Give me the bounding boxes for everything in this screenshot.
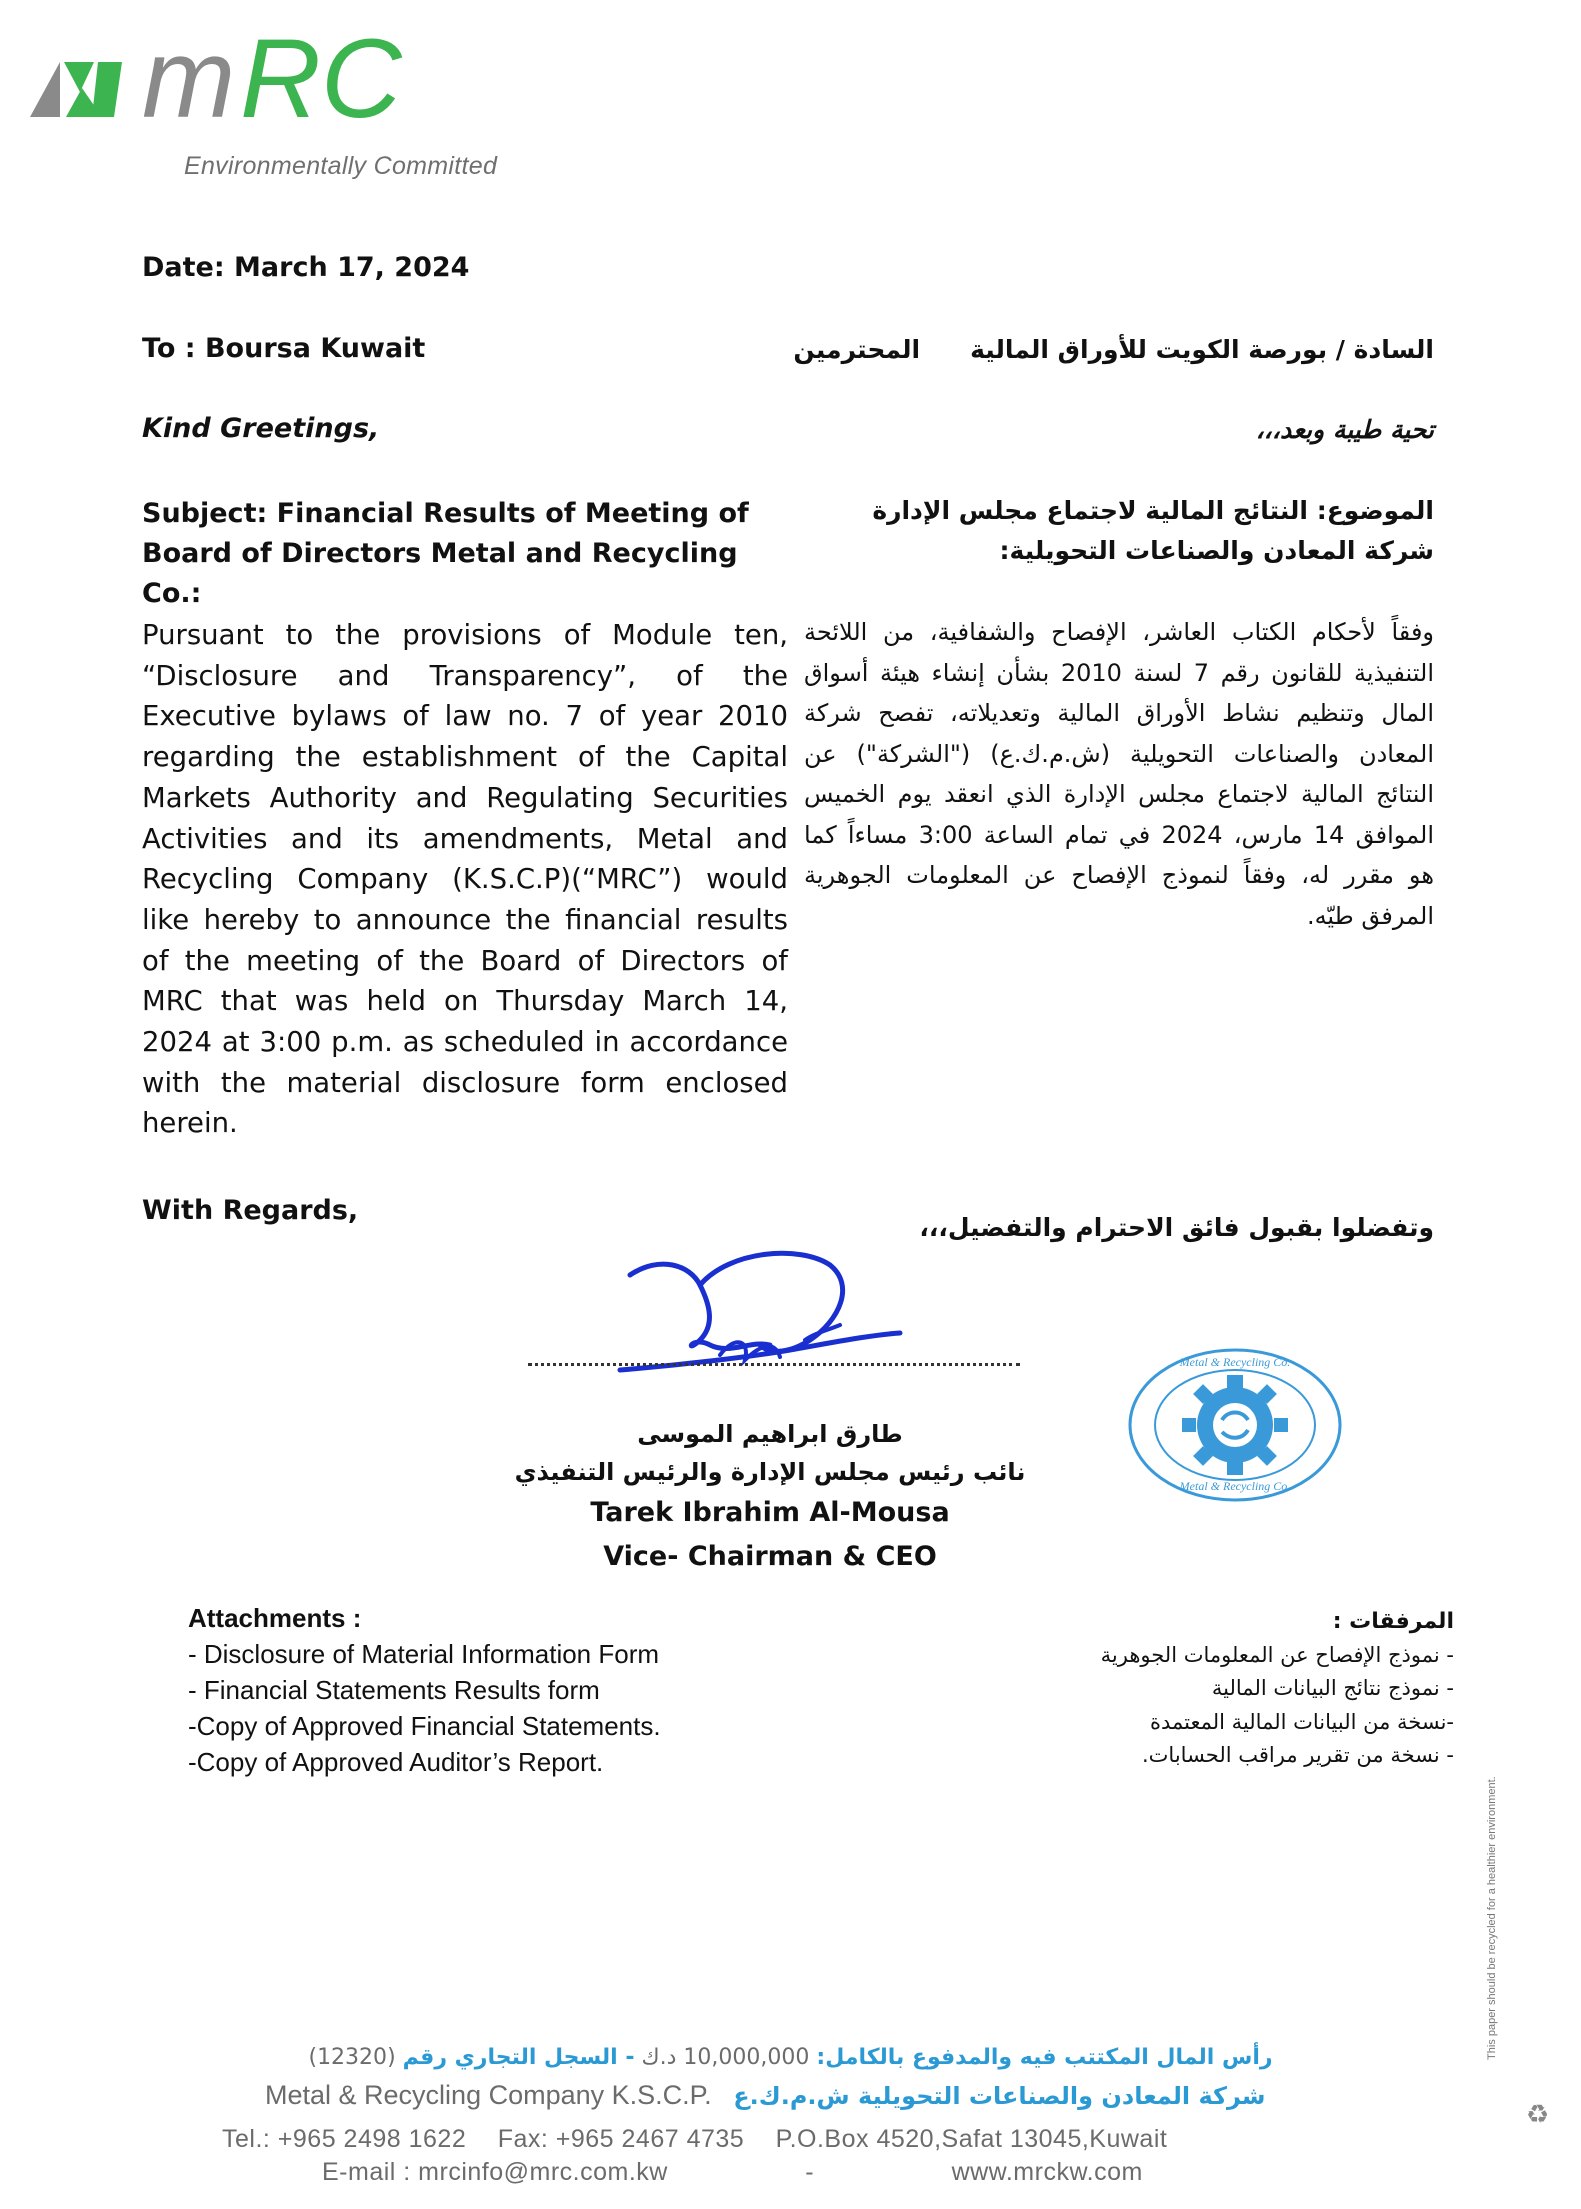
footer-website[interactable]: www.mrckw.com — [951, 2158, 1143, 2186]
svg-text:RC: RC — [240, 22, 402, 132]
footer-company-en: Metal & Recycling Company K.S.C.P. — [265, 2080, 712, 2110]
recipient-ar — [793, 335, 1434, 364]
company-logo — [22, 22, 502, 192]
subject-ar-line2: شركة المعادن والصناعات التحويلية: — [999, 536, 1434, 565]
footer-separator: - — [805, 2158, 815, 2186]
footer-capital-line — [0, 2045, 1581, 2070]
footer-cr-label: - السجل التجاري رقم — [402, 2045, 635, 2070]
attachment-en-item: - Financial Statements Results form — [188, 1675, 600, 1705]
attachments-ar — [1101, 1605, 1454, 1773]
attachment-en-item: -Copy of Approved Auditor’s Report. — [188, 1747, 604, 1777]
recipient-ar-honorific: المحترمين — [793, 335, 921, 364]
mrc-logo-mark — [22, 22, 502, 132]
company-stamp — [1120, 1340, 1350, 1510]
recycle-icon: ♻ — [1526, 2100, 1550, 2130]
stamp-bottom-text: Metal & Recycling Co. — [1179, 1479, 1291, 1493]
footer-capital-value: 10,000,000 د.ك — [641, 2045, 810, 2070]
stamp-top-text: Metal & Recycling Co. — [1179, 1355, 1291, 1369]
handwritten-signature — [600, 1245, 940, 1405]
closing-en: With Regards, — [142, 1195, 359, 1226]
letter-date: Date: March 17, 2024 — [142, 252, 470, 283]
signatory-name-en: Tarek Ibrahim Al-Mousa — [590, 1497, 950, 1528]
attachment-ar-item: - نسخة من تقرير مراقب الحسابات. — [1141, 1743, 1454, 1767]
recycle-note: This paper should be recycled for a healthier environment. — [1486, 1776, 1498, 2060]
footer-company-line — [265, 2080, 1265, 2111]
attachment-en-item: -Copy of Approved Financial Statements. — [188, 1711, 661, 1741]
attachments-en-title: Attachments : — [188, 1603, 362, 1633]
recipient-en: To : Boursa Kuwait — [142, 333, 426, 364]
signature-line — [528, 1363, 1020, 1366]
signatory-name-ar: طارق ابراهيم الموسى — [637, 1420, 903, 1448]
footer-capital-label: رأس المال المكتتب فيه والمدفوع بالكامل: — [816, 2045, 1273, 2070]
signatory-title-ar: نائب رئيس مجلس الإدارة والرئيس التنفيذي — [514, 1458, 1026, 1486]
footer-tel: Tel.: +965 2498 1622 — [222, 2125, 467, 2153]
attachments-en — [188, 1600, 661, 1780]
closing-ar: وتفضلوا بقبول فائق الاحترام والتفضيل،،، — [919, 1213, 1434, 1242]
attachment-ar-item: - نموذج الإفصاح عن المعلومات الجوهرية — [1100, 1642, 1454, 1667]
footer-email: E-mail : mrcinfo@mrc.com.kw — [322, 2158, 668, 2186]
signatory-title-en: Vice- Chairman & CEO — [603, 1541, 937, 1572]
footer-contact-line — [222, 2125, 1167, 2154]
subject-ar-line1: الموضوع: النتائج المالية لاجتماع مجلس الإدارة — [872, 496, 1434, 525]
recipient-ar-main: السادة / بورصة الكويت للأوراق المالية — [970, 335, 1434, 364]
footer-web-line — [322, 2158, 1143, 2187]
logo-tagline: Environmentally Committed — [184, 152, 498, 180]
footer-address: P.O.Box 4520,Safat 13045,Kuwait — [775, 2125, 1168, 2153]
greeting-ar: تحية طيبة وبعد،،، — [1255, 415, 1434, 444]
attachment-ar-item: - نموذج نتائج البيانات المالية — [1211, 1676, 1454, 1700]
attachment-en-item: - Disclosure of Material Information Form — [188, 1639, 660, 1669]
attachments-ar-title: المرفقات : — [1332, 1609, 1454, 1634]
body-ar: وفقاً لأحكام الكتاب العاشر، الإفصاح والشفافية، من اللائحة التنفيذية للقانون رقم 7 لسنة 2010 بشأن إنشاء هيئة أسواق المال وتنظيم نشاط الأوراق المالية وتعديلاته، تفصح شركة المعادن والصناعات التحويلية (ش.م.ك.ع) ("الشركة") عن النتائج المالية لاجتماع مجلس الإدارة الذي انعقد يوم الخميس الموافق 14 مارس، 2024 في تمام الساعة 3:00 مساءاً كما هو مقرر له، وفقاً لنموذج الإفصاح عن المعلومات الجوهرية المرفق طيّه. — [804, 618, 1435, 930]
footer-fax: Fax: +965 2467 4735 — [497, 2125, 745, 2153]
body-en: Pursuant to the provisions of Module ten, “Disclosure and Transparency”, of the Executive bylaws of law no. 7 of year 2010 regarding the establishment of the Capital Markets Authority and Regulating Securities Activities and its amendments, Metal and Recycling Company (K.S.C.P)(“MRC”) would like hereby to announce the financial results of the meeting of the Board of Directors of MRC that was held on Thursday March 14, 2024 at 3:00 p.m. as scheduled in accordance with the material disclosure form enclosed herein. — [142, 619, 788, 1140]
signatory-block — [460, 1415, 1080, 1579]
subject-ar — [814, 491, 1434, 571]
footer-company-ar: شركة المعادن والصناعات التحويلية ش.م.ك.ع — [733, 2082, 1266, 2110]
greeting-en: Kind Greetings, — [142, 413, 380, 444]
brand-text: m — [142, 22, 236, 132]
subject-en: Subject: Financial Results of Meeting of Board of Directors Metal and Recycling Co.: — [142, 498, 749, 609]
footer-cr-value: (12320) — [308, 2045, 396, 2070]
attachment-ar-item: -نسخة من البيانات المالية المعتمدة — [1150, 1709, 1454, 1734]
